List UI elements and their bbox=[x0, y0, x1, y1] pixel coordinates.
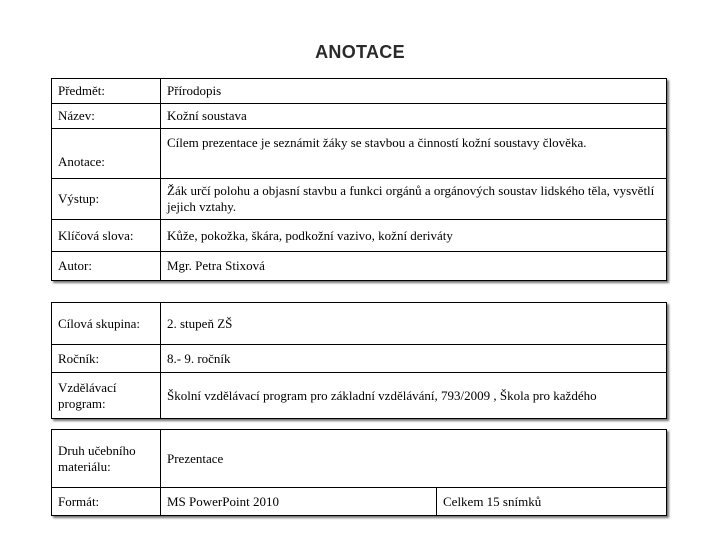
row-label-program: Vzdělávací program: bbox=[52, 373, 161, 419]
table-row bbox=[52, 345, 667, 373]
row-label-output: Výstup: bbox=[52, 179, 161, 220]
table-row bbox=[52, 430, 667, 488]
row-label-title: Název: bbox=[52, 104, 161, 129]
row-label-keywords: Klíčová slova: bbox=[52, 220, 161, 252]
table-row bbox=[52, 104, 667, 129]
row-value-program: Školní vzdělávací program pro základní vzdělávání, 793/2009 , Škola pro každého bbox=[161, 373, 667, 419]
row-label-annotation: Anotace: bbox=[52, 129, 161, 179]
table-row bbox=[52, 373, 667, 419]
page-title: ANOTACE bbox=[315, 42, 405, 62]
annotation-table-target bbox=[51, 302, 667, 419]
table-row bbox=[52, 220, 667, 252]
row-label-author: Autor: bbox=[52, 252, 161, 281]
row-label-target-group: Cílová skupina: bbox=[52, 303, 161, 345]
table-row bbox=[52, 179, 667, 220]
table-row bbox=[52, 252, 667, 281]
table-row bbox=[52, 488, 667, 516]
row-value-author: Mgr. Petra Stixová bbox=[161, 252, 667, 281]
annotation-table-main bbox=[51, 78, 667, 281]
annotation-table-material bbox=[51, 429, 667, 516]
row-value-slide-count: Celkem 15 snímků bbox=[437, 488, 667, 516]
row-value-target-group: 2. stupeň ZŠ bbox=[161, 303, 667, 345]
row-value-keywords: Kůže, pokožka, škára, podkožní vazivo, kožní deriváty bbox=[161, 220, 667, 252]
row-label-material-type: Druh učebního materiálu: bbox=[52, 430, 161, 488]
row-value-output: Žák určí polohu a objasní stavbu a funkci orgánů a orgánových soustav lidského těla, vysvětlí jejich vztahy. bbox=[161, 179, 667, 220]
table-row bbox=[52, 79, 667, 104]
row-value-format: MS PowerPoint 2010 bbox=[161, 488, 437, 516]
row-value-material-type: Prezentace bbox=[161, 430, 667, 488]
table-row bbox=[52, 303, 667, 345]
row-value-title: Kožní soustava bbox=[161, 104, 667, 129]
row-value-annotation: Cílem prezentace je seznámit žáky se stavbou a činností kožní soustavy člověka. bbox=[161, 129, 667, 179]
row-value-subject: Přírodopis bbox=[161, 79, 667, 104]
row-value-grade: 8.- 9. ročník bbox=[161, 345, 667, 373]
row-label-format: Formát: bbox=[52, 488, 161, 516]
row-label-subject: Předmět: bbox=[52, 79, 161, 104]
table-row bbox=[52, 129, 667, 179]
row-label-grade: Ročník: bbox=[52, 345, 161, 373]
